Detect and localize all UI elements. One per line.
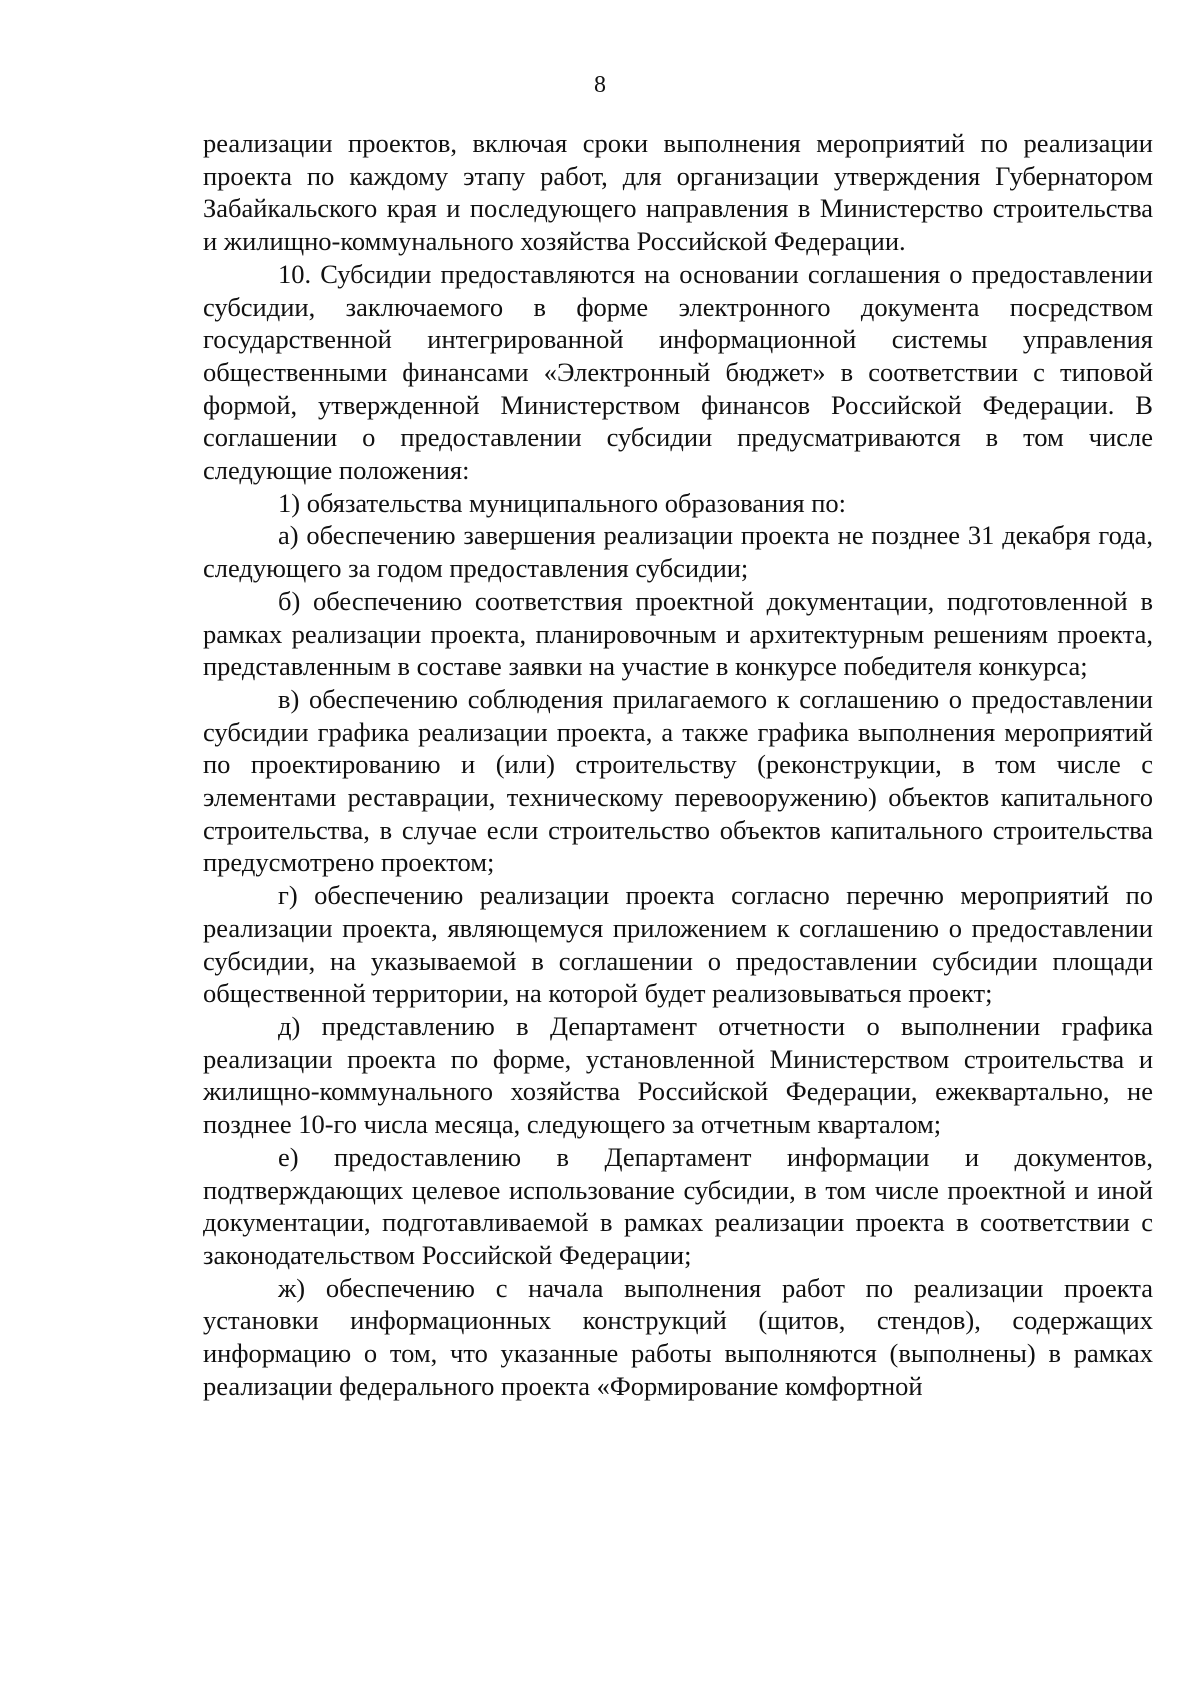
- paragraph-subitem-g: г) обеспечению реализации проекта согласно перечню мероприятий по реализации проекта, являющемуся приложением к соглашению о предоставлении субсидии, на указываемой в соглашении о предоставлении субсидии площади общественной территории, на которой будет реализовываться проект;: [203, 880, 1153, 1009]
- paragraph-subitem-1: 1) обязательства муниципального образования по:: [278, 487, 847, 518]
- paragraph-subitem-b: б) обеспечению соответствия проектной документации, подготовленной в рамках реализации проекта, планировочным и архитектурным решениям проекта, представленным в составе заявки на участие в конкурсе победителя конкурса;: [203, 585, 1153, 682]
- paragraph-continuation: реализации проектов, включая сроки выполнения мероприятий по реализации проекта по каждому этапу работ, для организации утверждения Губернатором Забайкальского края и последующего направления в Министерство строительства и жилищно-коммунального хозяйства Российской Федерации.: [203, 128, 1153, 257]
- document-body: [203, 127, 1153, 1402]
- paragraph-item-10: 10. Субсидии предоставляются на основании соглашения о предоставлении субсидии, заключаемого в форме электронного документа посредством государственной интегрированной информационной системы управления общественными финансами «Электронный бюджет» в соответствии с типовой формой, утвержденной Министерством финансов Российской Федерации. В соглашении о предоставлении субсидии предусматриваются в том числе следующие положения:: [203, 258, 1153, 486]
- paragraph-subitem-v: в) обеспечению соблюдения прилагаемого к соглашению о предоставлении субсидии графика реализации проекта, а также графика выполнения мероприятий по проектированию и (или) строительству (реконструкции, в том числе с элементами реставрации, техническому перевооружению) объектов капитального строительства, в случае если строительство объектов капитального строительства предусмотрено проектом;: [203, 683, 1153, 878]
- page-number: 8: [594, 72, 606, 98]
- paragraph-subitem-d: д) представлению в Департамент отчетности о выполнении графика реализации проекта по форме, установленной Министерством строительства и жилищно-коммунального хозяйства Российской Федерации, ежеквартально, не позднее 10-го числа месяца, следующего за отчетным кварталом;: [203, 1010, 1153, 1140]
- paragraph-subitem-a: а) обеспечению завершения реализации проекта не позднее 31 декабря года, следующего за годом предоставления субсидии;: [203, 520, 1153, 584]
- paragraph-subitem-e: е) предоставлению в Департамент информации и документов, подтверждающих целевое использование субсидии, в том числе проектной и иной документации, подготавливаемой в рамках реализации проекта в соответствии с законодательством Российской Федерации;: [203, 1141, 1153, 1270]
- paragraph-subitem-zh: ж) обеспечению с начала выполнения работ по реализации проекта установки информационных конструкций (щитов, стендов), содержащих информацию о том, что указанные работы выполняются (выполнены) в рамках реализации федерального проекта «Формирование комфортной: [203, 1272, 1153, 1401]
